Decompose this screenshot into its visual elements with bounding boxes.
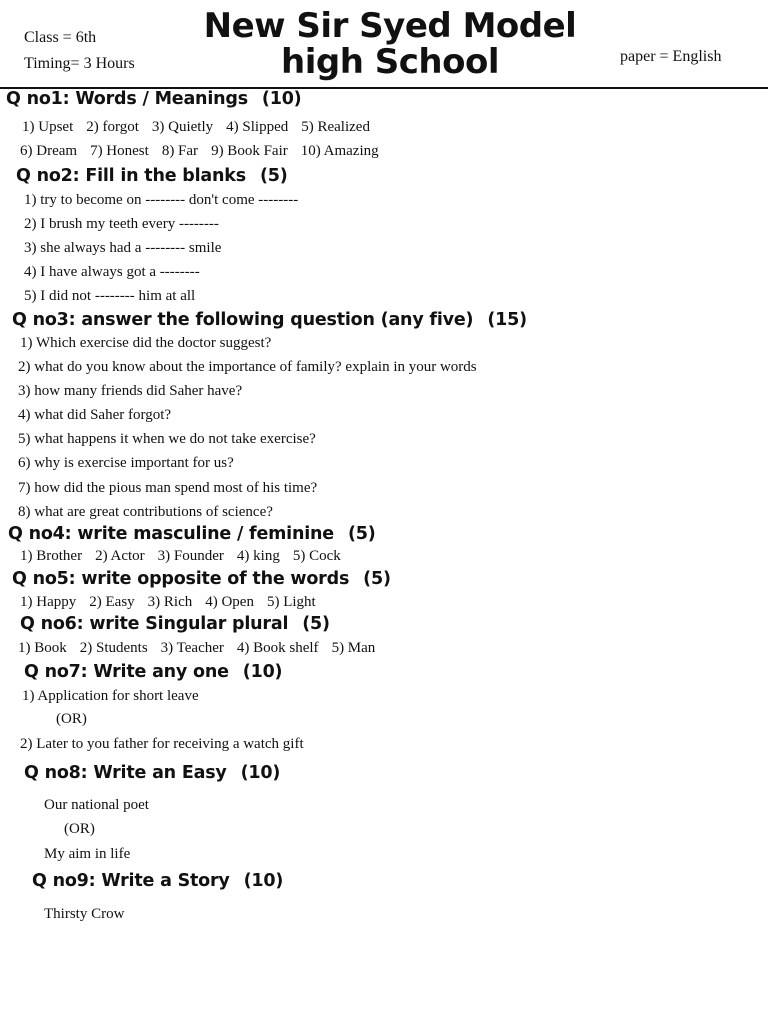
q5-marks: (5) (363, 569, 391, 589)
q6-row (18, 640, 388, 657)
q2-heading (16, 166, 288, 186)
q4-title: Q no4: write masculine / feminine (8, 524, 334, 544)
q4-word-4: 4) king (236, 548, 280, 564)
q4-word-5: 5) Cock (292, 548, 341, 564)
q3-item-5: 5) what happens it when we do not take exercise? (18, 431, 316, 447)
q1-row1 (22, 119, 383, 136)
q4-word-1: 1) Brother (20, 548, 83, 564)
q1-word-7: 7) Honest (90, 143, 149, 159)
q9-title: Q no9: Write a Story (32, 871, 230, 891)
q4-marks: (5) (347, 524, 376, 544)
q1-title: Q no1: Words / Meanings (6, 89, 248, 109)
q8-title: Q no8: Write an Easy (24, 763, 227, 783)
q3-title: Q no3: answer the following question (any five) (12, 310, 474, 330)
q2-item-2: 2) I brush my teeth every -------- (24, 216, 219, 232)
q4-word-3: 3) Founder (157, 548, 224, 564)
q2-marks: (5) (259, 166, 288, 186)
q6-heading (20, 614, 330, 634)
q1-word-2: 2) forgot (86, 119, 139, 135)
q2-item-3: 3) she always had a -------- smile (24, 240, 222, 256)
q3-item-8: 8) what are great contributions of science? (18, 504, 273, 520)
q2-item-1: 1) try to become on -------- don't come -------- (24, 192, 299, 208)
q6-marks: (5) (302, 614, 330, 634)
q5-word-3: 3) Rich (147, 594, 193, 610)
q2-title: Q no2: Fill in the blanks (16, 166, 246, 186)
q1-word-10: 10) Amazing (300, 143, 379, 159)
q3-item-2: 2) what do you know about the importance of family? explain in your words (18, 359, 477, 375)
q7-item-1: 1) Application for short leave (22, 688, 199, 704)
q8-item-2: My aim in life (44, 846, 131, 862)
q1-row2 (20, 143, 392, 160)
q1-word-6: 6) Dream (20, 143, 78, 159)
q5-heading (12, 569, 391, 589)
school-title-line2: high School (281, 42, 499, 82)
q5-word-5: 5) Light (266, 594, 316, 610)
q8-or: (OR) (64, 821, 95, 837)
q5-word-1: 1) Happy (20, 594, 77, 610)
q2-item-4: 4) I have always got a -------- (24, 264, 200, 280)
q3-item-7: 7) how did the pious man spend most of his time? (18, 480, 318, 496)
class-label: Class = 6th (24, 29, 97, 46)
q9-item-1: Thirsty Crow (44, 906, 125, 922)
school-title-line1: New Sir Syed Model (203, 6, 577, 46)
q1-word-5: 5) Realized (301, 119, 370, 135)
q6-word-4: 4) Book shelf (236, 640, 319, 656)
q6-word-2: 2) Students (79, 640, 148, 656)
q3-item-3: 3) how many friends did Saher have? (18, 383, 243, 399)
q5-word-4: 4) Open (205, 594, 254, 610)
q1-heading (6, 89, 301, 109)
q3-heading (12, 310, 527, 330)
q1-word-3: 3) Quietly (151, 119, 214, 135)
q8-marks: (10) (240, 763, 281, 783)
q6-word-1: 1) Book (18, 640, 67, 656)
q1-word-1: 1) Upset (22, 119, 74, 135)
q3-marks: (15) (487, 310, 527, 330)
q9-marks: (10) (243, 871, 284, 891)
q1-word-9: 9) Book Fair (211, 143, 288, 159)
q3-item-6: 6) why is exercise important for us? (18, 455, 234, 471)
q3-item-1: 1) Which exercise did the doctor suggest? (20, 335, 272, 351)
q6-title: Q no6: write Singular plural (20, 614, 289, 634)
paper-label: paper = English (620, 48, 722, 65)
q4-word-2: 2) Actor (95, 548, 145, 564)
q7-item-2: 2) Later to you father for receiving a watch gift (20, 736, 304, 752)
q5-word-2: 2) Easy (89, 594, 135, 610)
q4-heading (8, 524, 376, 544)
q6-word-5: 5) Man (331, 640, 376, 656)
q9-heading (32, 871, 283, 891)
q1-word-4: 4) Slipped (226, 119, 289, 135)
q2-item-5: 5) I did not -------- him at all (24, 288, 196, 304)
q7-heading (24, 662, 282, 682)
q6-word-3: 3) Teacher (160, 640, 224, 656)
q4-row (20, 548, 354, 565)
q1-word-8: 8) Far (161, 143, 199, 159)
q7-marks: (10) (242, 662, 283, 682)
q3-item-4: 4) what did Saher forgot? (18, 407, 172, 423)
q8-item-1: Our national poet (44, 797, 149, 813)
q8-heading (24, 763, 280, 783)
q5-row (20, 594, 329, 611)
q5-title: Q no5: write opposite of the words (12, 569, 350, 589)
q7-or: (OR) (56, 711, 87, 727)
timing-label: Timing= 3 Hours (24, 55, 135, 72)
q7-title: Q no7: Write any one (24, 662, 229, 682)
q1-marks: (10) (261, 89, 302, 109)
